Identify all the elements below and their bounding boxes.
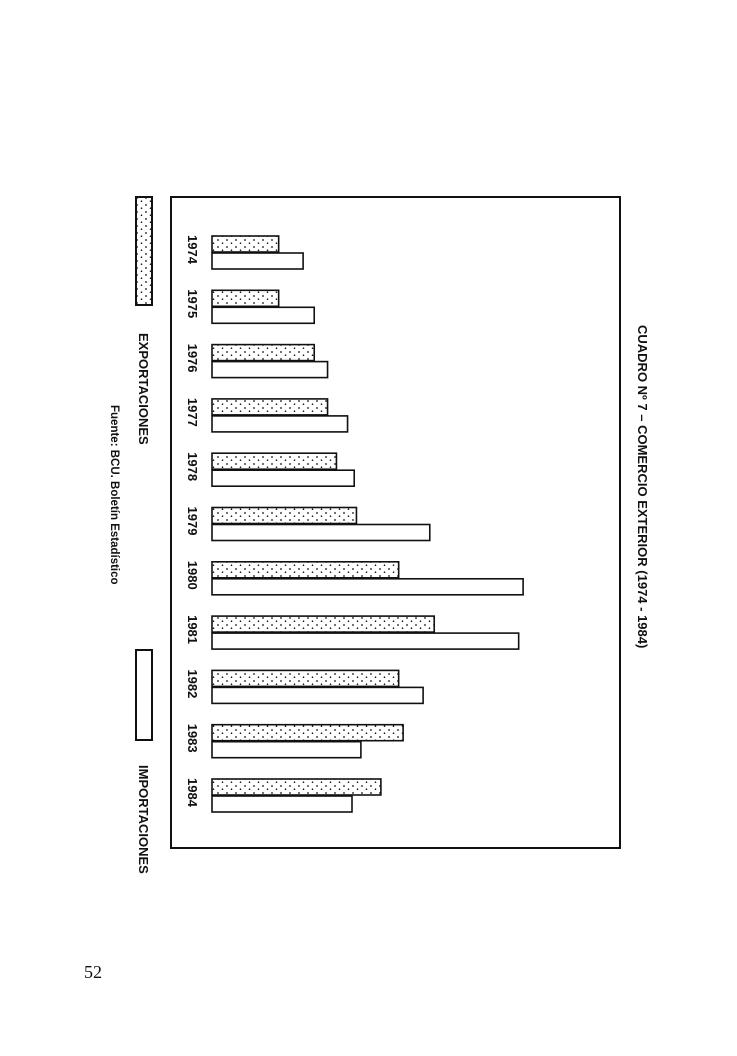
bar-exports-1977 <box>212 399 328 415</box>
bar-exports-1982 <box>212 670 399 686</box>
category-label-1974: 1974 <box>185 235 200 264</box>
bar-imports-1976 <box>212 362 328 378</box>
legend-exports-label: EXPORTACIONES <box>136 333 151 445</box>
category-label-1977: 1977 <box>185 397 200 427</box>
category-label-1982: 1982 <box>185 669 200 699</box>
bar-imports-1983 <box>212 742 361 758</box>
bar-imports-1975 <box>212 307 314 323</box>
legend-exports-swatch <box>136 197 152 305</box>
bar-imports-1979 <box>212 525 430 541</box>
category-label-1975: 1975 <box>185 289 200 319</box>
category-label-1983: 1983 <box>185 723 200 753</box>
legend-imports-label: IMPORTACIONES <box>136 765 151 874</box>
bar-imports-1980 <box>212 579 523 595</box>
category-label-1984: 1984 <box>185 778 200 807</box>
category-labels <box>185 235 200 808</box>
bar-exports-1979 <box>212 508 356 524</box>
bar-exports-1974 <box>212 236 279 252</box>
bar-exports-1975 <box>212 290 279 306</box>
category-label-1979: 1979 <box>185 506 200 536</box>
source-note: Fuente: BCU. Boletín Estadístico <box>108 405 120 585</box>
bar-imports-1977 <box>212 416 348 432</box>
category-label-1980: 1980 <box>185 560 200 590</box>
legend-imports-swatch <box>136 650 152 740</box>
bar-exports-1981 <box>212 616 434 632</box>
page-number: 52 <box>84 962 102 982</box>
category-label-1978: 1978 <box>185 452 200 482</box>
bar-exports-1980 <box>212 562 399 578</box>
bar-exports-1984 <box>212 779 381 795</box>
legend-imports <box>136 650 152 874</box>
bar-exports-1978 <box>212 453 336 469</box>
bar-imports-1981 <box>212 633 519 649</box>
chart-title: CUADRO Nº 7 – COMERCIO EXTERIOR (1974 - 1984) <box>635 325 650 649</box>
bars-group <box>212 236 523 812</box>
bar-imports-1982 <box>212 687 423 703</box>
bar-exports-1976 <box>212 345 314 361</box>
legend-exports <box>136 197 152 445</box>
category-label-1981: 1981 <box>185 615 200 645</box>
bar-imports-1974 <box>212 253 303 269</box>
bar-imports-1978 <box>212 470 354 486</box>
bar-imports-1984 <box>212 796 352 812</box>
bar-exports-1983 <box>212 725 403 741</box>
category-label-1976: 1976 <box>185 343 200 373</box>
